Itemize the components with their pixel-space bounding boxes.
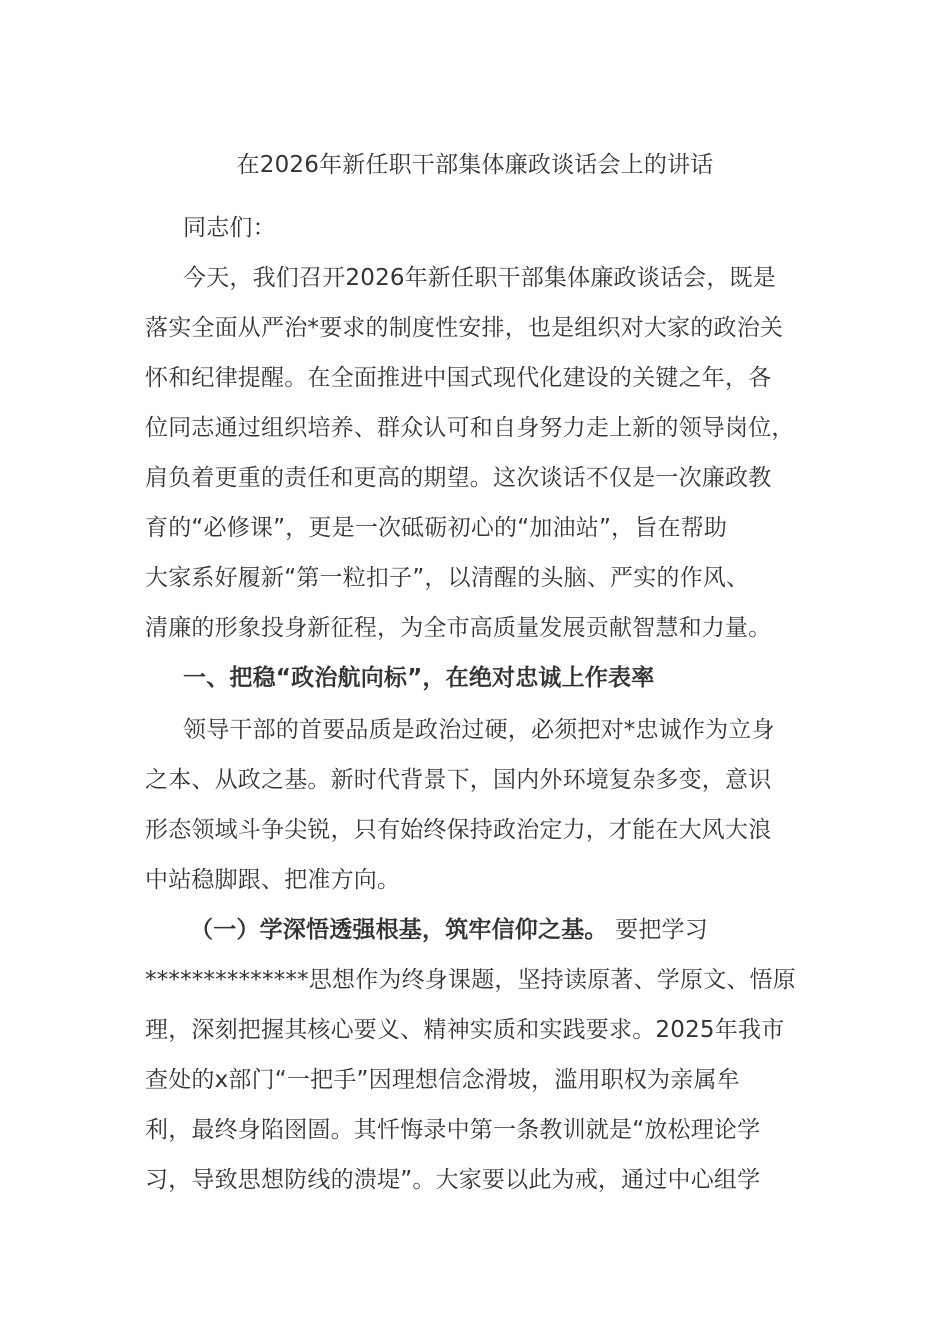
paragraph-line: 中站稳脚跟、把准方向。 bbox=[145, 867, 401, 893]
paragraph-line: 形态领域斗争尖锐，只有始终保持政治定力，才能在大风大浪 bbox=[145, 817, 772, 843]
paragraph-line: **************思想作为终身课题，坚持读原著、学原文、悟原 bbox=[145, 967, 796, 993]
paragraph-line: 之本、从政之基。新时代背景下，国内外环境复杂多变，意识 bbox=[145, 767, 772, 793]
paragraph-line: 清廉的形象投身新征程，为全市高质量发展贡献智慧和力量。 bbox=[145, 615, 772, 641]
paragraph-line: 领导干部的首要品质是政治过硬，必须把对*忠诚作为立身 bbox=[183, 717, 775, 743]
paragraph-line: 怀和纪律提醒。在全面推进中国式现代化建设的关键之年，各 bbox=[145, 365, 772, 391]
paragraph-line: 查处的x部门“一把手”因理想信念滑坡，滥用职权为亲属牟 bbox=[145, 1067, 740, 1093]
paragraph-line: 习，导致思想防线的溃堤”。大家要以此为戒，通过中心组学 bbox=[145, 1167, 761, 1193]
salutation: 同志们： bbox=[183, 215, 276, 241]
paragraph-line: 落实全面从严治*要求的制度性安排，也是组织对大家的政治关 bbox=[145, 315, 784, 341]
paragraph-line: 利，最终身陷囹圄。其忏悔录中第一条教训就是“放松理论学 bbox=[145, 1117, 761, 1143]
subsection-heading: （一）学深悟透强根基，筑牢信仰之基。 bbox=[190, 917, 608, 943]
paragraph-line: 大家系好履新“第一粒扣子”，以清醒的头脑、严实的作风、 bbox=[145, 565, 750, 591]
subsection-first-line bbox=[190, 915, 708, 945]
paragraph-line: 育的“必修课”，更是一次砥砺初心的“加油站”，旨在帮助 bbox=[145, 515, 728, 541]
subsection-lead: 要把学习 bbox=[607, 917, 708, 943]
paragraph-line: 理，深刻把握其核心要义、精神实质和实践要求。2025年我市 bbox=[145, 1017, 785, 1043]
paragraph-line: 今天，我们召开2026年新任职干部集体廉政谈话会，既是 bbox=[183, 265, 776, 291]
document-title: 在2026年新任职干部集体廉政谈话会上的讲话 bbox=[236, 152, 714, 178]
paragraph-line: 肩负着更重的责任和更高的期望。这次谈话不仅是一次廉政教 bbox=[145, 465, 772, 491]
section-heading: 一、把稳“政治航向标”，在绝对忠诚上作表率 bbox=[183, 665, 655, 691]
paragraph-line: 位同志通过组织培养、群众认可和自身努力走上新的领导岗位， bbox=[145, 415, 795, 441]
